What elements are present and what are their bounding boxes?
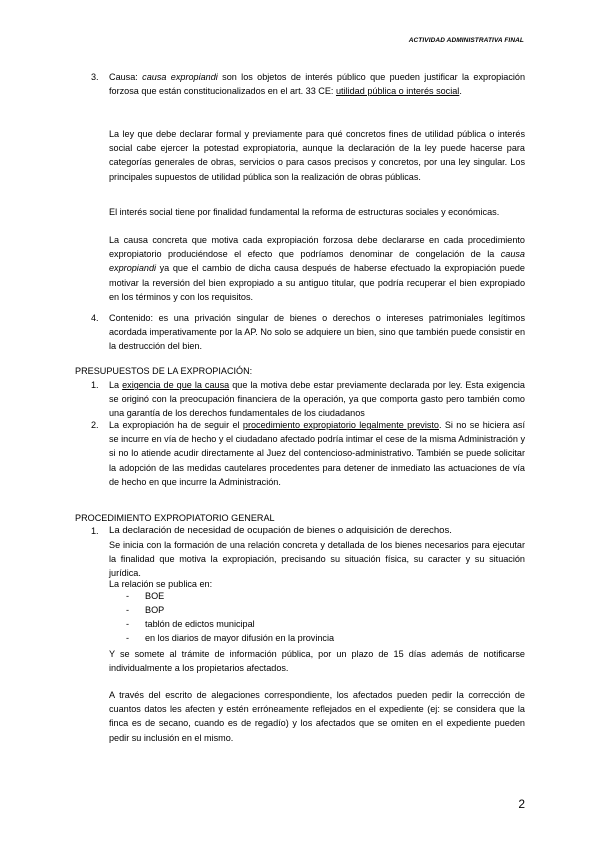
item-3-text: Causa: causa expropiandi son los objetos de interés público que pueden justificar la expropiación forzosa que están constitucionalizados en el art. 33 CE: utilidad pública o interés social.	[109, 72, 525, 97]
alegaciones-paragraph: A través del escrito de alegaciones correspondiente, los afectados pueden pedir la corrección de cuantos datos les afecten y estén erróneamente reflejados en el expediente (ej: se considera que la finca es de secano, cuando es de regadío) y los afectados que se omiten en el expediente pueden pedir su inclusión en el mismo.	[109, 690, 525, 743]
presupuesto-1-text: La exigencia de que la causa que la motiva debe estar previamente declarada por ley. Esta exigencia se originó con la preocupación financiera de la operación, ya que comporta gasto pero también como una garantía de los derechos fundamentales de los ciudadanos	[109, 380, 525, 419]
procedimiento-1-paragraph: Se inicia con la formación de una relación concreta y detallada de los bienes necesarios para ejecutar la finalidad que motiva la expropiación, precisando su situación física, su caracter y su situación jurídica.	[109, 540, 525, 579]
running-header: ACTIVIDAD ADMINISTRATIVA FINAL	[408, 37, 524, 44]
bullet-dash: -	[126, 619, 130, 629]
heading-presupuestos: PRESUPUESTOS DE LA EXPROPIACIÓN:	[75, 366, 253, 376]
causa-expropiandi-term: causa expropiandi	[142, 72, 218, 82]
procedimiento-link: procedimiento expropiatorio legalmente previsto	[242, 420, 439, 430]
list-item: tablón de edictos municipal	[145, 619, 255, 629]
paragraph-ley: La ley que debe declarar formal y previamente para qué concretos fines de utilidad pública o interés social cabe ejercer la potestad expropiatoria, aunque la declaración de la ley puede hacerse para categorías generales de obras, servicios o para casos precisos y concretos, por una ley singular. Los principales supuestos de utilidad pública son la realización de obras públicas.	[109, 129, 525, 182]
presupuesto-2-text: La expropiación ha de seguir el procedimiento expropiatorio legalmente previsto. Si no se hiciera así se incurre en vía de hecho y el ciudadano afectado podría intimar el cese de la misma Administración y si no lo atiende acudir directamente al Juez del contencioso-administrativo. También se puede solicitar la adopción de las medidas cautelares procedentes para detener de inmediato las actuaciones de vía de hecho en que incurre la Administración.	[109, 420, 526, 487]
page-number: 2	[518, 797, 525, 811]
procedimiento-1-title: La declaración de necesidad de ocupación de bienes o adquisición de derechos.	[109, 525, 452, 536]
presupuesto-1-number: 1.	[91, 380, 99, 390]
procedimiento-1-number: 1.	[91, 526, 99, 536]
item-4-text: Contenido: es una privación singular de bienes o derechos o intereses patrimoniales legítimos acordada imperativamente por la AP. No solo se adquiere un bien, sino que también puede consistir en la destrucción del bien.	[109, 313, 525, 352]
bullet-dash: -	[126, 605, 130, 615]
item-3-number: 3.	[91, 72, 99, 82]
list-item: BOP	[145, 605, 165, 615]
heading-procedimiento: PROCEDIMIENTO EXPROPIATORIO GENERAL	[75, 513, 275, 523]
publicacion-intro: La relación se publica en:	[109, 579, 213, 589]
paragraph-causa-concreta: La causa concreta que motiva cada expropiación forzosa debe declararse en cada procedimiento expropiatorio produciéndose el efecto que podríamos denominar de congelación de la causa expropiandi ya que el cambio de dicha causa después de haberse efectuado la expropiación puede motivar la reversión del bien expropiado a su antiguo titular, que podría recuperar el bien expropiado en los términos y con los requisitos.	[109, 235, 525, 302]
presupuesto-2-number: 2.	[91, 420, 99, 430]
bullet-dash: -	[126, 591, 130, 601]
list-item: BOE	[145, 591, 165, 601]
utilidad-publica-link: utilidad pública o interés social	[335, 86, 460, 97]
item-3-body: son los objetos de interés público que pueden justificar la expropiación forzosa que están constitucionalizados en el art. 33 CE:	[109, 72, 525, 97]
causa-expropiandi-term-2: causa expropiandi	[109, 249, 525, 274]
informacion-publica-paragraph: Y se somete al trámite de información pública, por un plazo de 15 días además de notificarse individualmente a los propietarios afectados.	[109, 649, 525, 674]
bullet-dash: -	[126, 633, 130, 643]
paragraph-interes-social: El interés social tiene por finalidad fundamental la reforma de estructuras sociales y económicas.	[109, 207, 500, 217]
item-3-label: Causa:	[109, 72, 143, 82]
list-item: en los diarios de mayor difusión en la provincia	[145, 633, 335, 643]
exigencia-link: exigencia de que la causa	[122, 380, 230, 390]
item-4-number: 4.	[91, 313, 99, 323]
